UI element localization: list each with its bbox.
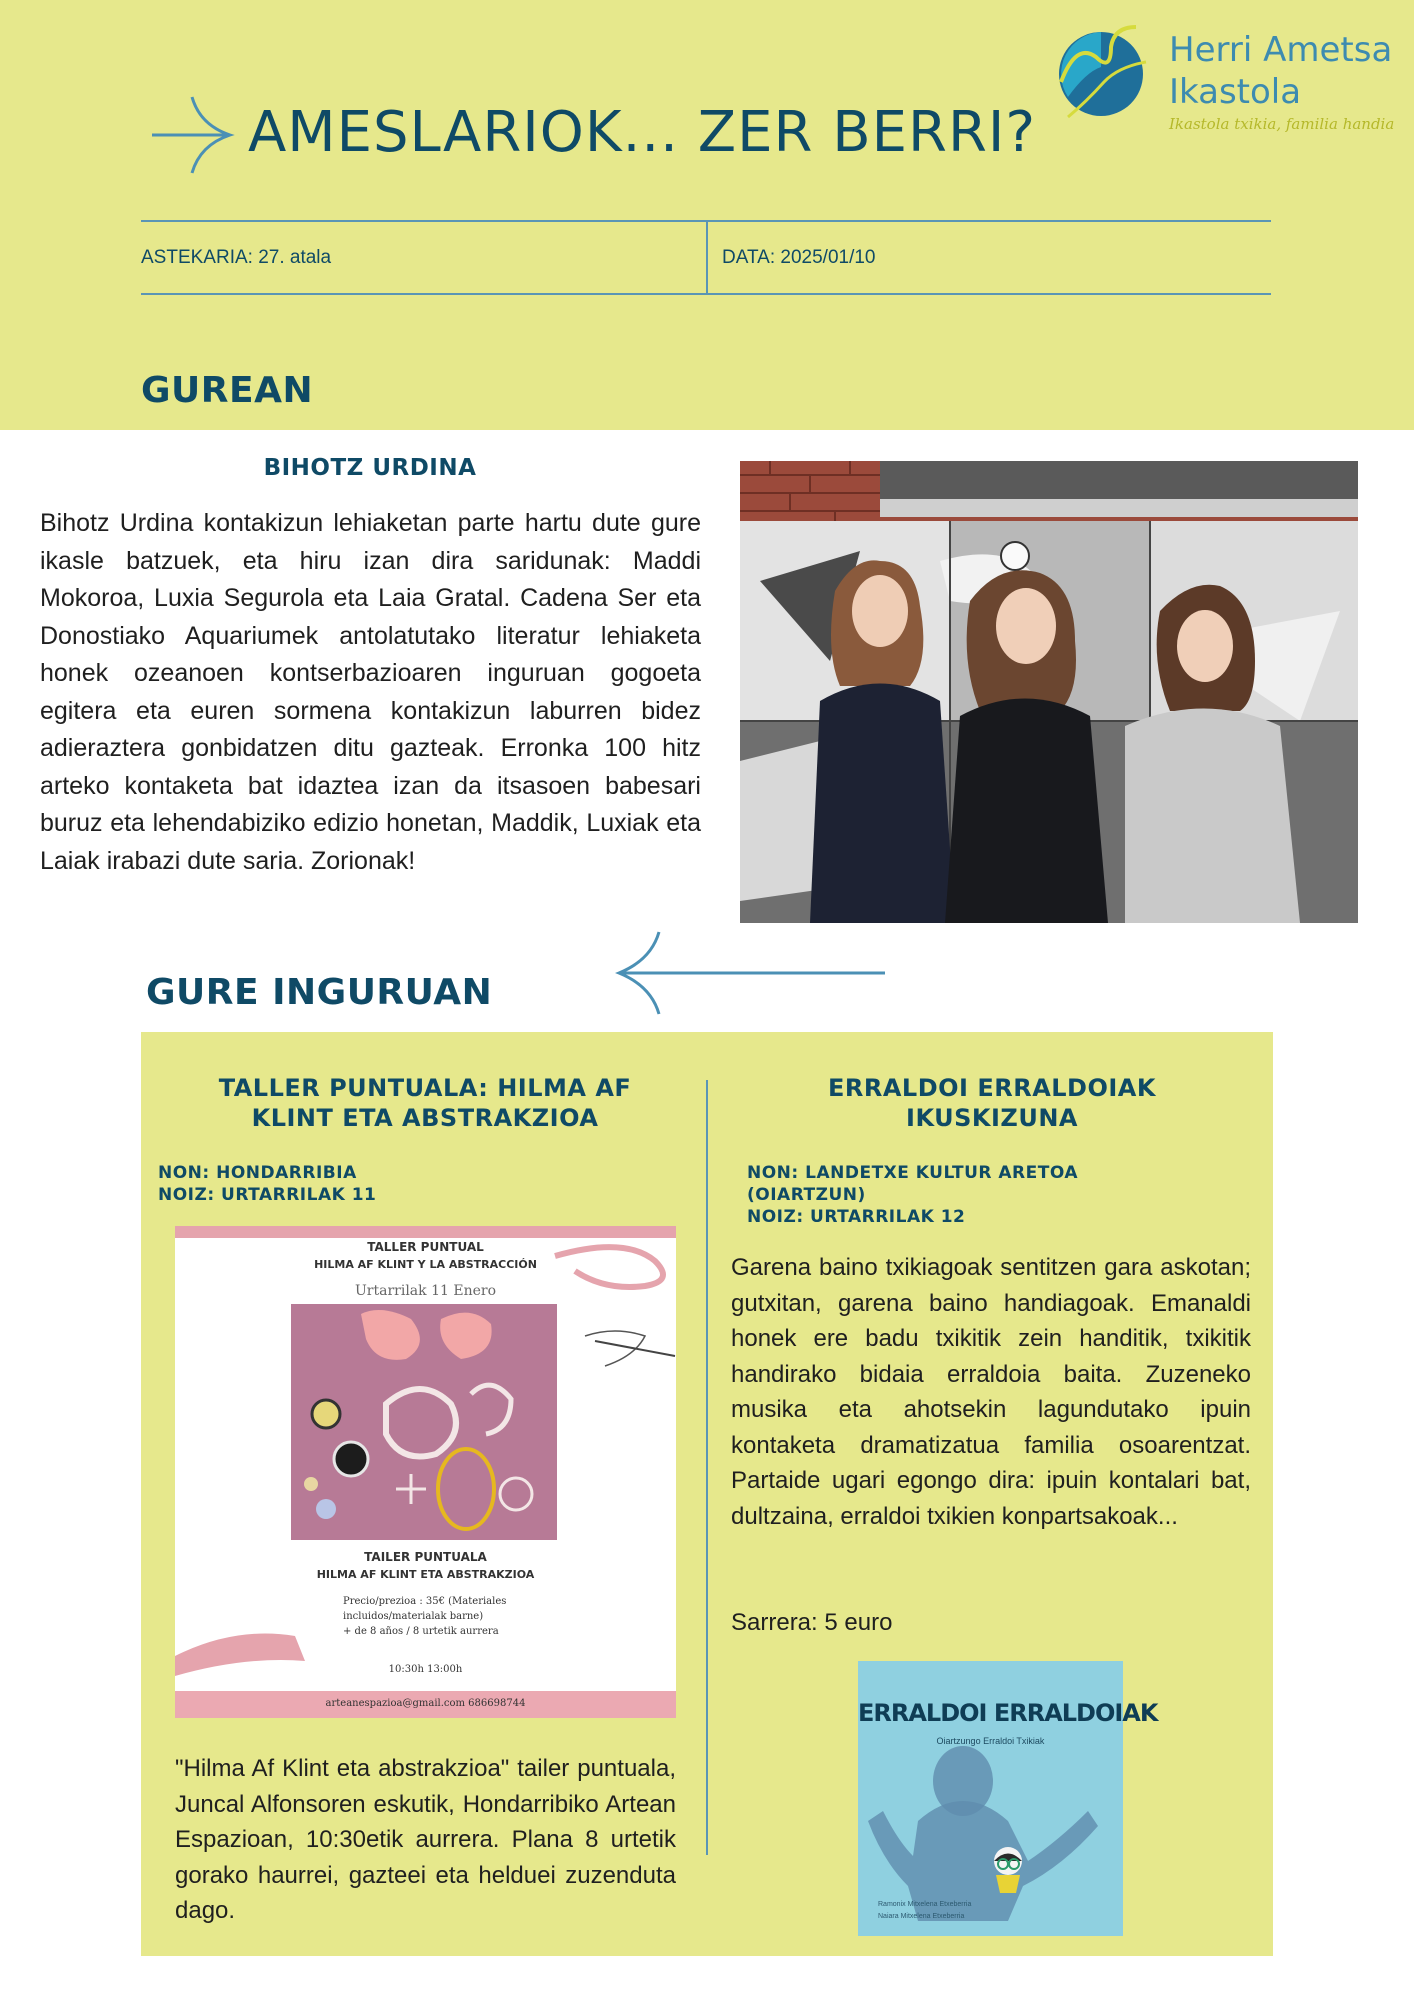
article-title: BIHOTZ URDINA [263,455,477,481]
logo-tagline: Ikastola txikia, familia handia [1169,115,1395,133]
cover-subtitle: Oiartzungo Erraldoi Txikiak [936,1736,1045,1746]
poster-heading-1: TALLER PUNTUAL [367,1240,484,1254]
article-body: Bihotz Urdina kontakizun lehiaketan parte hartu dute gure ikasle batzuek, eta hiru izan dira saridunak: Maddi Mokoroa, Luxia Segurola eta Laia Gratal. Cadena Ser eta Donostiako Aquariumek antolatutako literatur lehiaketa honek ozeanoen kontserbazioaren inguruan gogoeta egitera eta euren sormena kontakizun laburren bidez adieraztera gonbidatzen ditu gazteak. Erronka 100 hitz arteko kontaketa bat idaztea izan da itsasoen babesari buruz eta lehendabiziko edizio honetan, Maddik, Luxiak eta Laiak irabazi dute saria. Zorionak! [40,509,701,875]
poster-age: + de 8 años / 8 urtetik aurrera [343,1626,499,1637]
logo-name: Herri Ametsa [1169,30,1393,70]
logo-globe-icon [1056,22,1156,122]
poster-details [343,1594,506,1639]
events-divider [706,1080,708,1855]
event-location: NON: LANDETXE KULTUR ARETOA [747,1163,1079,1183]
poster-price-line-1: Precio/prezioa : 35€ (Materiales [343,1596,507,1607]
cover-title: ERRALDOI ERRALDOIAK [858,1699,1158,1727]
event-location: NON: HONDARRIBIA [158,1163,357,1183]
poster-time: 10:30h 13:00h [388,1664,463,1675]
issue-date: DATA: 2025/01/10 [722,247,876,268]
poster-heading-2: HILMA AF KLINT Y LA ABSTRACCIÓN [314,1258,537,1271]
event-body-workshop: "Hilma Af Klint eta abstrakzioa" tailer puntuala, Juncal Alfonsoren eskutik, Hondarribiko Artean Espazioan, 10:30etik aurrera. Plana 8 urtetik gorako haurrei, gazteei eta helduei zuzenduta dago. [175,1755,676,1924]
event-meta-workshop [158,1162,376,1206]
newsletter-title: AMESLARIOK... ZER BERRI? [248,100,1037,165]
section-heading-gure-inguruan: GURE INGURUAN [146,972,493,1013]
cover-credit-2: Naiara Mitxelena Etxeberria [878,1913,965,1920]
workshop-poster [175,1226,676,1718]
logo-subname: Ikastola [1169,72,1302,112]
event-title-workshop: TALLER PUNTUALA: HILMA AF KLINT ETA ABSTRAKZIOA [218,1074,632,1132]
poster-price-line-2: incluidos/materialak barne) [343,1611,484,1622]
show-cover [858,1661,1158,1936]
poster-heading-4: HILMA AF KLINT ETA ABSTRAKZIOA [316,1568,535,1581]
info-rule-bottom [141,293,1271,295]
poster-date: Urtarrilak 11 Enero [355,1283,496,1299]
school-logo [1056,22,1408,142]
event-date: NOIZ: URTARRILAK 11 [158,1185,377,1205]
students-photo [740,461,1358,923]
arrow-left-icon [615,930,885,1016]
cover-credit-1: Ramonix Mitxelena Etxeberria [878,1901,972,1908]
event-meta-show [747,1162,1078,1228]
event-body-show: Garena baino txikiagoak sentitzen gara askotan; gutxitan, garena baino handiagoak. Emanaldi honek ere badu txikitik zein handitik, txikitik handirako bidaia erraldoia baita. Zuzeneko musika eta ahotsekin lagundutako ipuin kontaketa dramatizatua familia osoarentzat. Partaide ugari egongo dira: ipuin kontalari bat, dultzaina, erraldoi txikien konpartsakoak... [731,1254,1251,1530]
event-location-town: (OIARTZUN) [747,1185,866,1205]
poster-painting [291,1304,557,1540]
issue-number: ASTEKARIA: 27. atala [141,247,332,268]
info-rule-divider [706,220,708,295]
event-date: NOIZ: URTARRILAK 12 [747,1207,966,1227]
poster-heading-3: TAILER PUNTUALA [364,1550,487,1564]
poster-contact: arteanespazioa@gmail.com 686698744 [325,1698,526,1709]
event-title-show: ERRALDOI ERRALDOIAK IKUSKIZUNA [828,1074,1156,1132]
arrow-right-icon [152,95,234,175]
section-heading-gurean: GUREAN [141,370,314,411]
event-price-show: Sarrera: 5 euro [731,1609,893,1636]
